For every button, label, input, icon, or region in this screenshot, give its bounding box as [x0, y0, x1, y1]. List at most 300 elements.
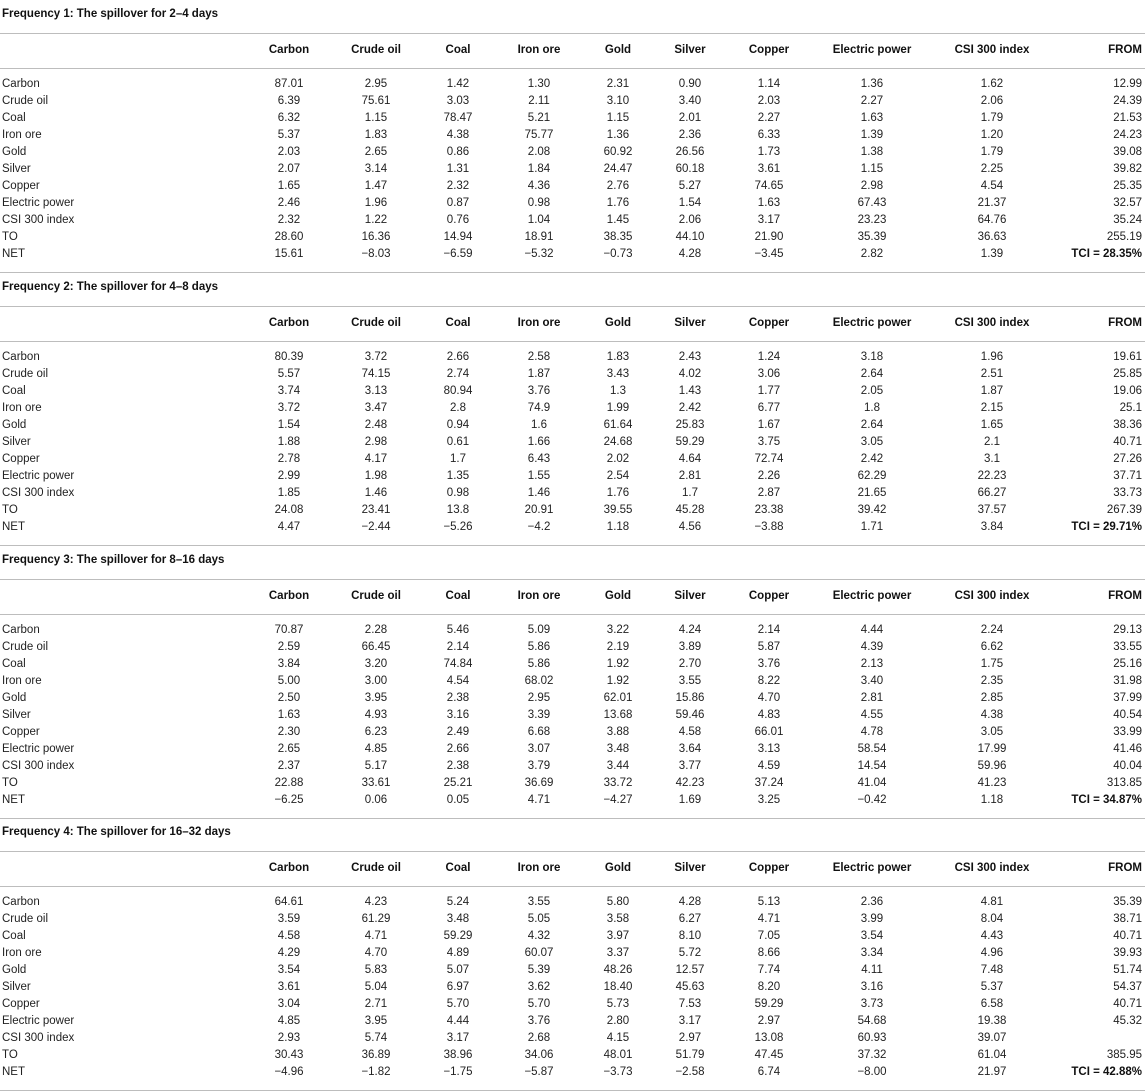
- table-cell: 32.57: [1113, 197, 1142, 209]
- table-cell: 3.64: [678, 743, 702, 755]
- table-cell: 1.54: [678, 197, 702, 209]
- table-cell: −0.42: [857, 794, 887, 806]
- table-cell: 80.39: [274, 351, 304, 363]
- row-label: Gold: [2, 692, 27, 704]
- table-cell: 6.74: [757, 1066, 781, 1078]
- table-cell: 7.53: [678, 998, 702, 1010]
- table-cell: 42.23: [675, 777, 705, 789]
- table-cell: −1.82: [361, 1066, 391, 1078]
- table-cell: 1.75: [980, 658, 1004, 670]
- table-cell: 30.43: [274, 1049, 304, 1061]
- table-row: [0, 639, 1145, 656]
- column-header: CSI 300 index: [954, 862, 1030, 874]
- table-cell: 20.91: [524, 504, 554, 516]
- table-cell: 54.68: [857, 1015, 887, 1027]
- table-cell: 2.65: [364, 146, 388, 158]
- column-header: Silver: [674, 590, 706, 602]
- table-cell: 1.7: [450, 453, 466, 465]
- table-cell: 66.45: [361, 641, 391, 653]
- table-cell: 1.15: [860, 163, 884, 175]
- table-cell: 1.18: [606, 521, 630, 533]
- table-cell: 267.39: [1106, 504, 1142, 516]
- table-cell: 4.89: [446, 947, 470, 959]
- table-cell: 68.02: [524, 675, 554, 687]
- table-cell: 2.35: [980, 675, 1004, 687]
- table-cell: 4.56: [678, 521, 702, 533]
- table-cell: 4.55: [860, 709, 884, 721]
- table-row: [0, 212, 1145, 229]
- frequency-table-4: [0, 826, 1145, 1091]
- table-cell: 0.90: [678, 78, 702, 90]
- table-cell: 2.70: [678, 658, 702, 670]
- table-cell: 22.23: [977, 470, 1007, 482]
- table-cell: 1.43: [678, 385, 702, 397]
- table-cell: 1.63: [277, 709, 301, 721]
- table-cell: 39.82: [1113, 163, 1142, 175]
- row-label: TO: [2, 231, 18, 243]
- table-cell: 1.83: [364, 129, 388, 141]
- table-cell: 23.23: [857, 214, 887, 226]
- table-cell: 39.08: [1113, 146, 1142, 158]
- table-cell: 23.41: [361, 504, 391, 516]
- row-label: NET: [2, 794, 25, 806]
- table-cell: 0.98: [527, 197, 551, 209]
- row-label: NET: [2, 1066, 25, 1078]
- table-cell: 1.62: [980, 78, 1004, 90]
- table-cell: 45.32: [1113, 1015, 1142, 1027]
- table-cell: 2.46: [277, 197, 301, 209]
- table-cell: 25.85: [1113, 368, 1142, 380]
- table-cell: 38.71: [1113, 913, 1142, 925]
- table-cell: 1.92: [606, 675, 630, 687]
- table-cell: 24.08: [274, 504, 304, 516]
- table-cell: 1.77: [757, 385, 781, 397]
- table-cell: 41.04: [857, 777, 887, 789]
- table-cell: 19.38: [977, 1015, 1007, 1027]
- table-row: [0, 383, 1145, 400]
- table-cell: 1.99: [606, 402, 630, 414]
- table-cell: 3.76: [527, 1015, 551, 1027]
- table-cell: 24.47: [603, 163, 633, 175]
- table-cell: TCI = 29.71%: [1071, 521, 1142, 533]
- table-cell: 2.95: [527, 692, 551, 704]
- header-row: [0, 588, 1145, 605]
- table-cell: 2.32: [277, 214, 301, 226]
- table-cell: 1.14: [757, 78, 781, 90]
- table-cell: 1.83: [606, 351, 630, 363]
- table-cell: 2.66: [446, 743, 470, 755]
- row-label: Iron ore: [2, 675, 42, 687]
- table-cell: −4.2: [527, 521, 551, 533]
- table-cell: 59.29: [675, 436, 705, 448]
- table-row: [0, 673, 1145, 690]
- table-cell: 4.58: [277, 930, 301, 942]
- table-cell: 5.21: [527, 112, 551, 124]
- row-label: Crude oil: [2, 368, 49, 380]
- table-cell: 1.92: [606, 658, 630, 670]
- section-title: Frequency 4: The spillover for 16–32 days: [2, 826, 231, 838]
- table-cell: 1.87: [527, 368, 551, 380]
- table-row: [0, 76, 1145, 93]
- table-cell: 3.10: [606, 95, 630, 107]
- table-row: [0, 229, 1145, 246]
- table-cell: 2.03: [757, 95, 781, 107]
- table-row: [0, 792, 1145, 809]
- table-cell: 2.03: [277, 146, 301, 158]
- table-cell: 5.70: [527, 998, 551, 1010]
- table-cell: 2.37: [277, 760, 301, 772]
- column-header: Electric power: [832, 44, 912, 56]
- table-cell: 41.23: [977, 777, 1007, 789]
- row-label: CSI 300 index: [2, 760, 75, 772]
- table-cell: −6.25: [274, 794, 304, 806]
- table-cell: 5.13: [757, 896, 781, 908]
- table-cell: 2.27: [757, 112, 781, 124]
- table-cell: 78.47: [443, 112, 473, 124]
- table-cell: 3.88: [606, 726, 630, 738]
- column-header: Electric power: [832, 590, 912, 602]
- table-cell: 2.51: [980, 368, 1004, 380]
- row-label: Coal: [2, 930, 26, 942]
- table-cell: 33.61: [361, 777, 391, 789]
- table-cell: 1.46: [527, 487, 551, 499]
- row-label: Carbon: [2, 896, 40, 908]
- table-row: [0, 485, 1145, 502]
- table-cell: 0.94: [446, 419, 470, 431]
- column-header: Carbon: [268, 317, 310, 329]
- table-cell: TCI = 42.88%: [1071, 1066, 1142, 1078]
- table-cell: 3.22: [606, 624, 630, 636]
- table-cell: 3.58: [606, 913, 630, 925]
- table-cell: 1.71: [860, 521, 884, 533]
- table-row: [0, 962, 1145, 979]
- table-cell: 2.66: [446, 351, 470, 363]
- header-bottom-rule: [0, 886, 1145, 887]
- table-cell: 2.99: [277, 470, 301, 482]
- column-header: CSI 300 index: [954, 317, 1030, 329]
- table-cell: 2.97: [757, 1015, 781, 1027]
- table-cell: 4.70: [364, 947, 388, 959]
- header-top-rule: [0, 33, 1145, 34]
- table-cell: 5.04: [364, 981, 388, 993]
- table-cell: 1.04: [527, 214, 551, 226]
- table-cell: 1.45: [606, 214, 630, 226]
- table-cell: 2.98: [860, 180, 884, 192]
- table-cell: 3.43: [606, 368, 630, 380]
- table-cell: −3.73: [603, 1066, 633, 1078]
- table-cell: 38.35: [603, 231, 633, 243]
- table-cell: 1.88: [277, 436, 301, 448]
- table-cell: 27.26: [1113, 453, 1142, 465]
- table-cell: 60.93: [857, 1032, 887, 1044]
- column-header: Iron ore: [517, 862, 561, 874]
- table-cell: 3.20: [364, 658, 388, 670]
- row-label: CSI 300 index: [2, 214, 75, 226]
- table-row: [0, 928, 1145, 945]
- table-cell: 38.36: [1113, 419, 1142, 431]
- row-label: Copper: [2, 180, 40, 192]
- table-cell: 24.39: [1113, 95, 1142, 107]
- table-cell: 48.01: [603, 1049, 633, 1061]
- row-label: CSI 300 index: [2, 487, 75, 499]
- table-cell: 2.26: [757, 470, 781, 482]
- header-row: [0, 860, 1145, 877]
- table-cell: 3.89: [678, 641, 702, 653]
- table-cell: 6.68: [527, 726, 551, 738]
- table-cell: 2.64: [860, 419, 884, 431]
- table-cell: 3.62: [527, 981, 551, 993]
- column-header: Gold: [604, 862, 632, 874]
- table-cell: 62.01: [603, 692, 633, 704]
- table-cell: 3.03: [446, 95, 470, 107]
- column-header: Copper: [748, 590, 790, 602]
- table-row: [0, 161, 1145, 178]
- table-cell: 4.11: [861, 964, 883, 976]
- table-cell: 5.27: [678, 180, 702, 192]
- table-cell: 1.84: [527, 163, 551, 175]
- table-cell: 1.65: [980, 419, 1004, 431]
- table-cell: 25.1: [1119, 402, 1142, 414]
- table-cell: 5.17: [364, 760, 388, 772]
- table-cell: 2.11: [528, 95, 550, 107]
- table-cell: 3.40: [678, 95, 702, 107]
- table-cell: 4.85: [364, 743, 388, 755]
- header-row: [0, 42, 1145, 59]
- table-cell: 2.65: [277, 743, 301, 755]
- table-cell: 1.76: [606, 487, 630, 499]
- header-bottom-rule: [0, 341, 1145, 342]
- table-cell: 385.95: [1106, 1049, 1142, 1061]
- table-cell: 3.95: [364, 692, 388, 704]
- table-cell: 61.64: [603, 419, 633, 431]
- table-cell: 6.62: [980, 641, 1004, 653]
- table-cell: 35.24: [1113, 214, 1142, 226]
- table-cell: TCI = 34.87%: [1071, 794, 1142, 806]
- table-cell: 1.96: [364, 197, 388, 209]
- table-cell: 4.54: [446, 675, 470, 687]
- section-title: Frequency 1: The spillover for 2–4 days: [2, 8, 219, 20]
- table-cell: 4.64: [678, 453, 702, 465]
- table-cell: 7.05: [757, 930, 781, 942]
- table-cell: 1.76: [606, 197, 630, 209]
- table-cell: 4.78: [860, 726, 884, 738]
- table-cell: 4.47: [277, 521, 301, 533]
- table-cell: 5.07: [446, 964, 470, 976]
- column-header: Silver: [674, 862, 706, 874]
- row-label: Electric power: [2, 743, 75, 755]
- table-cell: 38.96: [443, 1049, 473, 1061]
- table-cell: −5.26: [443, 521, 473, 533]
- table-cell: −1.75: [443, 1066, 473, 1078]
- table-row: [0, 468, 1145, 485]
- row-label: TO: [2, 777, 18, 789]
- table-cell: 3.54: [860, 930, 884, 942]
- table-cell: 1.36: [606, 129, 630, 141]
- table-cell: 59.29: [754, 998, 784, 1010]
- table-cell: 3.40: [860, 675, 884, 687]
- table-cell: 74.15: [361, 368, 391, 380]
- table-cell: 4.71: [527, 794, 551, 806]
- row-label: Crude oil: [2, 95, 49, 107]
- table-row: [0, 195, 1145, 212]
- table-cell: −4.27: [603, 794, 633, 806]
- row-label: Electric power: [2, 197, 75, 209]
- table-cell: 2.93: [277, 1032, 301, 1044]
- column-header: Gold: [604, 44, 632, 56]
- table-cell: 2.68: [527, 1032, 551, 1044]
- table-cell: 3.39: [527, 709, 551, 721]
- table-cell: 3.55: [527, 896, 551, 908]
- table-cell: 5.87: [757, 641, 781, 653]
- table-cell: 4.70: [757, 692, 781, 704]
- column-header: FROM: [1108, 317, 1142, 329]
- table-cell: 2.87: [757, 487, 781, 499]
- column-header: Iron ore: [517, 590, 561, 602]
- table-cell: 35.39: [857, 231, 887, 243]
- row-label: Silver: [2, 709, 31, 721]
- table-cell: 2.15: [980, 402, 1004, 414]
- table-cell: 2.78: [277, 453, 301, 465]
- table-cell: −6.59: [443, 248, 473, 260]
- table-cell: 3.99: [860, 913, 884, 925]
- column-header: Coal: [445, 862, 471, 874]
- frequency-table-2: [0, 281, 1145, 546]
- table-cell: 2.31: [606, 78, 630, 90]
- table-cell: 1.67: [757, 419, 781, 431]
- table-cell: 2.59: [277, 641, 301, 653]
- table-cell: 60.18: [675, 163, 705, 175]
- table-row: [0, 1047, 1145, 1064]
- row-label: Carbon: [2, 78, 40, 90]
- column-header: CSI 300 index: [954, 44, 1030, 56]
- table-cell: 36.89: [361, 1049, 391, 1061]
- table-cell: 3.13: [364, 385, 388, 397]
- row-label: Silver: [2, 436, 31, 448]
- table-cell: 29.13: [1113, 624, 1142, 636]
- row-label: Crude oil: [2, 913, 49, 925]
- table-row: [0, 349, 1145, 366]
- table-cell: 1.54: [277, 419, 301, 431]
- row-label: Carbon: [2, 351, 40, 363]
- table-cell: 4.83: [757, 709, 781, 721]
- table-cell: 51.74: [1113, 964, 1142, 976]
- table-cell: TCI = 28.35%: [1071, 248, 1142, 260]
- table-cell: 4.85: [277, 1015, 301, 1027]
- table-row: [0, 246, 1145, 263]
- table-cell: 255.19: [1106, 231, 1142, 243]
- table-cell: 39.55: [603, 504, 633, 516]
- table-bottom-rule: [0, 272, 1145, 273]
- column-header: Copper: [748, 317, 790, 329]
- table-cell: 22.88: [274, 777, 304, 789]
- row-label: Copper: [2, 453, 40, 465]
- table-cell: 13.68: [603, 709, 633, 721]
- table-cell: 3.17: [446, 1032, 470, 1044]
- table-cell: 41.46: [1113, 743, 1142, 755]
- column-header: Crude oil: [351, 317, 401, 329]
- table-row: [0, 127, 1145, 144]
- table-cell: 34.06: [524, 1049, 554, 1061]
- table-cell: 14.94: [443, 231, 473, 243]
- table-cell: 2.36: [678, 129, 702, 141]
- table-cell: 21.65: [857, 487, 887, 499]
- row-label: Copper: [2, 998, 40, 1010]
- table-cell: 3.44: [606, 760, 630, 772]
- header-bottom-rule: [0, 614, 1145, 615]
- table-cell: 2.28: [364, 624, 388, 636]
- table-cell: 2.97: [678, 1032, 702, 1044]
- row-label: Gold: [2, 146, 27, 158]
- table-cell: 5.37: [277, 129, 301, 141]
- frequency-table-1: [0, 8, 1145, 273]
- table-cell: 1.20: [980, 129, 1004, 141]
- table-cell: 2.14: [446, 641, 470, 653]
- table-cell: 1.73: [757, 146, 781, 158]
- section-title: Frequency 3: The spillover for 8–16 days: [2, 554, 225, 566]
- table-cell: 1.96: [980, 351, 1004, 363]
- table-cell: 15.86: [675, 692, 705, 704]
- table-cell: 1.15: [364, 112, 388, 124]
- table-cell: 3.07: [527, 743, 551, 755]
- table-cell: 45.63: [675, 981, 705, 993]
- table-cell: 54.37: [1113, 981, 1142, 993]
- table-cell: 6.39: [277, 95, 301, 107]
- table-cell: 2.08: [527, 146, 551, 158]
- table-cell: 3.76: [757, 658, 781, 670]
- table-cell: 61.04: [977, 1049, 1007, 1061]
- table-cell: 37.71: [1113, 470, 1142, 482]
- table-cell: 37.24: [754, 777, 784, 789]
- table-cell: −2.44: [361, 521, 391, 533]
- table-cell: 40.71: [1113, 998, 1142, 1010]
- table-cell: 2.06: [980, 95, 1004, 107]
- table-cell: 1.85: [277, 487, 301, 499]
- table-cell: 1.98: [364, 470, 388, 482]
- table-row: [0, 519, 1145, 536]
- table-row: [0, 434, 1145, 451]
- column-header: Electric power: [832, 317, 912, 329]
- table-cell: 6.97: [446, 981, 470, 993]
- table-cell: 2.24: [980, 624, 1004, 636]
- table-cell: 3.74: [277, 385, 301, 397]
- table-cell: 74.65: [754, 180, 784, 192]
- table-bottom-rule: [0, 545, 1145, 546]
- column-header: CSI 300 index: [954, 590, 1030, 602]
- table-cell: 2.38: [446, 692, 470, 704]
- table-cell: 5.80: [606, 896, 630, 908]
- table-cell: 75.77: [524, 129, 554, 141]
- table-row: [0, 690, 1145, 707]
- table-cell: 2.8: [450, 402, 466, 414]
- table-cell: 1.47: [364, 180, 388, 192]
- table-row: [0, 656, 1145, 673]
- table-cell: 4.02: [678, 368, 702, 380]
- table-cell: 87.01: [274, 78, 304, 90]
- table-cell: 5.24: [446, 896, 470, 908]
- table-cell: 2.43: [678, 351, 702, 363]
- header-top-rule: [0, 579, 1145, 580]
- table-cell: 3.16: [446, 709, 470, 721]
- table-cell: 4.38: [980, 709, 1004, 721]
- row-label: Electric power: [2, 1015, 75, 1027]
- header-top-rule: [0, 851, 1145, 852]
- column-header: FROM: [1108, 590, 1142, 602]
- table-cell: 39.42: [857, 504, 887, 516]
- table-cell: 3.14: [364, 163, 388, 175]
- table-cell: 40.71: [1113, 930, 1142, 942]
- table-cell: 36.63: [977, 231, 1007, 243]
- table-cell: 72.74: [754, 453, 784, 465]
